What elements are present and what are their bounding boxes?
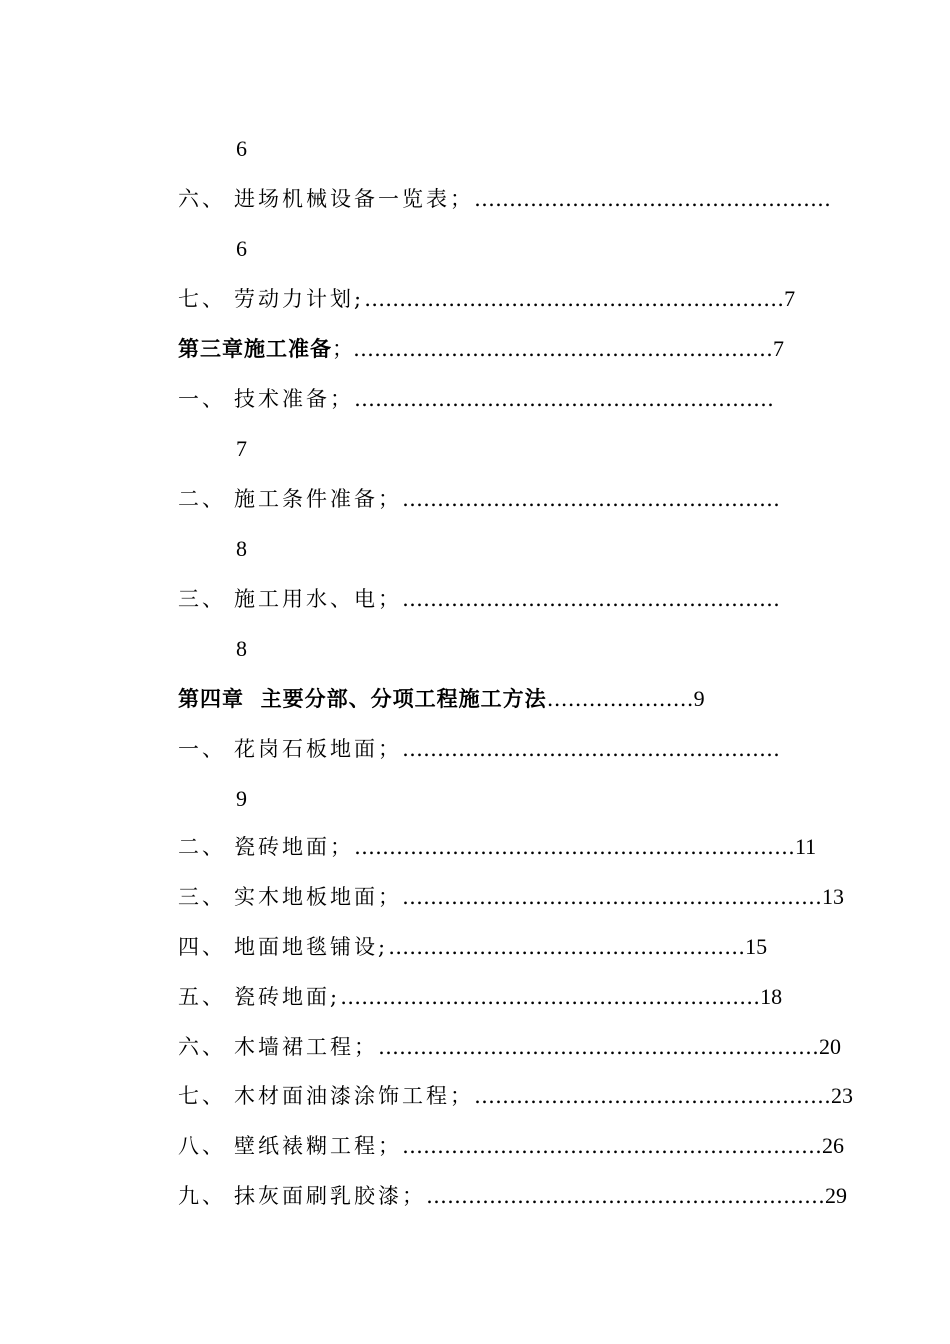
toc-entry-number: 七、 — [178, 1084, 226, 1108]
toc-entry-number: 一、 — [178, 737, 226, 761]
toc-entry-number: 九、 — [178, 1184, 226, 1208]
toc-entry-number: 二、 — [178, 487, 226, 511]
toc-entry[interactable] — [178, 1032, 841, 1062]
toc-page-number: 7 — [784, 286, 796, 311]
toc-entry-title: 进场机械设备一览表； — [234, 187, 474, 211]
toc-leader-dots: …………………………………………… — [474, 1084, 831, 1108]
toc-page-number: 20 — [819, 1034, 841, 1059]
toc-leader-dots: …………………………………………… — [388, 935, 746, 959]
toc-entry-title: 劳动力计划; — [234, 287, 365, 311]
toc-page-number: 13 — [822, 884, 844, 909]
toc-page-number: 6 — [236, 236, 247, 261]
toc-entry-number: 一、 — [178, 387, 226, 411]
toc-chapter-title: 第四章 主要分部、分项工程施工方法 — [178, 686, 547, 711]
toc-entry[interactable] — [178, 734, 808, 764]
toc-chapter-entry[interactable] — [178, 334, 808, 364]
toc-entry[interactable] — [178, 1131, 844, 1161]
toc-entry[interactable] — [178, 584, 808, 614]
toc-entry-title: 瓷砖地面； — [234, 835, 354, 859]
toc-page-number: 7 — [236, 436, 247, 461]
toc-entry-number: 六、 — [178, 187, 226, 211]
toc-chapter-title: 第三章施工准备 — [178, 336, 332, 361]
toc-leader-dots: ……………………………………………… — [402, 487, 780, 511]
toc-page-number: 18 — [760, 984, 783, 1009]
toc-page-number: 8 — [236, 636, 247, 661]
toc-entry[interactable] — [178, 932, 808, 962]
toc-page-number: 23 — [831, 1083, 853, 1108]
toc-entry-number: 二、 — [178, 835, 226, 859]
toc-semicolon: ； — [332, 337, 353, 361]
toc-entry-number: 三、 — [178, 587, 226, 611]
toc-leader-dots: ……………………………………………………… — [354, 835, 795, 859]
toc-entry-title: 瓷砖地面; — [234, 985, 341, 1009]
toc-entry-title: 抹灰面刷乳胶漆； — [234, 1184, 426, 1208]
toc-leader-dots: ………………………………………………… — [426, 1184, 825, 1208]
toc-entry-title: 施工条件准备； — [234, 487, 402, 511]
toc-entry[interactable] — [178, 1181, 847, 1211]
toc-entry-number: 六、 — [178, 1035, 226, 1059]
toc-leader-dots: …………………………………………………… — [353, 337, 773, 361]
toc-entry-title: 技术准备； — [234, 387, 354, 411]
toc-entry-number: 八、 — [178, 1134, 226, 1158]
toc-page-number: 7 — [773, 336, 784, 361]
toc-entry-number: 四、 — [178, 935, 226, 959]
toc-leader-dots: …………………………………………………… — [402, 1134, 822, 1158]
toc-leader-dots: ……………………………………………………… — [378, 1035, 819, 1059]
toc-entry[interactable] — [178, 484, 808, 514]
toc-entry-title: 地面地毯铺设; — [234, 935, 389, 959]
toc-entry-title: 木材面油漆涂饰工程； — [234, 1084, 474, 1108]
toc-entry-number: 七、 — [178, 287, 226, 311]
toc-leader-dots: ………………… — [546, 687, 694, 711]
toc-page-number: 9 — [236, 786, 247, 811]
toc-entry-title: 实木地板地面； — [234, 885, 402, 909]
toc-entry-number: 三、 — [178, 885, 226, 909]
toc-page-number: 29 — [825, 1183, 847, 1208]
toc-entry[interactable] — [178, 882, 844, 912]
toc-page-number: 9 — [693, 686, 705, 711]
toc-page-number: 15 — [745, 934, 768, 959]
toc-leader-dots: …………………………………………………… — [340, 985, 761, 1009]
toc-page-number: 26 — [822, 1133, 844, 1158]
toc-page-number: 8 — [236, 536, 247, 561]
toc-entry-title: 施工用水、电； — [234, 587, 402, 611]
toc-leader-dots: …………………………………………………… — [364, 287, 785, 311]
toc-leader-dots: ……………………………………………… — [402, 587, 780, 611]
toc-entry-title: 木墙裙工程； — [234, 1035, 378, 1059]
toc-entry[interactable] — [178, 184, 831, 214]
toc-entry[interactable] — [178, 384, 808, 414]
toc-entry-title: 花岗石板地面； — [234, 737, 402, 761]
toc-page-number: 11 — [795, 834, 817, 859]
toc-leader-dots: …………………………………………… — [474, 187, 831, 211]
toc-leader-dots: …………………………………………………… — [402, 885, 822, 909]
toc-entry-title: 壁纸裱糊工程； — [234, 1134, 402, 1158]
toc-chapter-entry[interactable] — [178, 684, 808, 714]
toc-leader-dots: …………………………………………………… — [354, 387, 774, 411]
toc-entry[interactable] — [178, 1081, 853, 1111]
toc-leader-dots: ……………………………………………… — [402, 737, 780, 761]
toc-entry-number: 五、 — [178, 985, 226, 1009]
toc-entry[interactable] — [178, 284, 808, 314]
toc-page-number: 6 — [236, 136, 247, 161]
toc-entry[interactable] — [178, 832, 817, 862]
toc-entry[interactable] — [178, 982, 808, 1012]
